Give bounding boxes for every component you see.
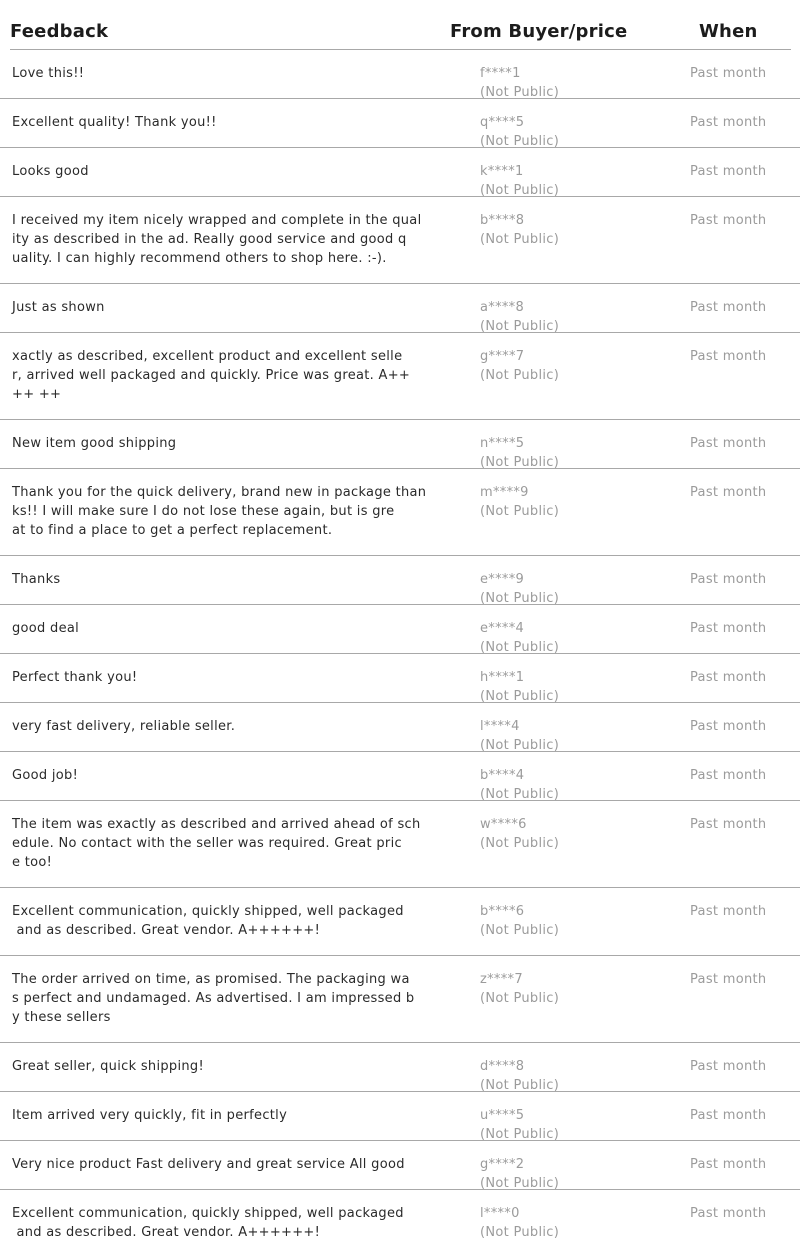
- feedback-text: Excellent communication, quickly shipped, well packaged and as described. Great vendor. A++++++!: [12, 1206, 404, 1240]
- feedback-row: [0, 50, 800, 99]
- feedback-when: Past month: [690, 485, 767, 500]
- buyer-id: b****8: [480, 213, 525, 228]
- feedback-when: Past month: [690, 670, 767, 685]
- buyer-info: [480, 902, 559, 940]
- buyer-info: [480, 347, 559, 385]
- feedback-when: Past month: [690, 572, 767, 587]
- feedback-text: New item good shipping: [12, 436, 177, 451]
- feedback-row: [0, 1043, 800, 1092]
- feedback-text: The order arrived on time, as promised. The packaging wa s perfect and undamaged. As advertised. I am impressed b y these sellers: [12, 972, 415, 1025]
- price-visibility: (Not Public): [480, 923, 560, 938]
- feedback-when: Past month: [690, 115, 767, 130]
- feedback-text: Very nice product Fast delivery and great service All good: [12, 1157, 405, 1172]
- buyer-id: q****5: [480, 115, 525, 130]
- feedback-row: [0, 1190, 800, 1250]
- buyer-info: [480, 1057, 559, 1095]
- buyer-info: [480, 434, 559, 472]
- buyer-info: [480, 1106, 559, 1144]
- price-visibility: (Not Public): [480, 368, 560, 383]
- feedback-row: [0, 420, 800, 469]
- price-visibility: (Not Public): [480, 591, 560, 606]
- feedback-row: [0, 99, 800, 148]
- feedback-row: [0, 1141, 800, 1190]
- buyer-info: [480, 483, 559, 521]
- feedback-when: Past month: [690, 436, 767, 451]
- buyer-info: [480, 211, 559, 249]
- feedback-text: Good job!: [12, 768, 79, 783]
- feedback-when: Past month: [690, 768, 767, 783]
- feedback-row: [0, 654, 800, 703]
- feedback-when: Past month: [690, 904, 767, 919]
- feedback-text: Excellent communication, quickly shipped, well packaged and as described. Great vendor. A++++++!: [12, 904, 404, 938]
- buyer-info: [480, 298, 559, 336]
- feedback-when: Past month: [690, 972, 767, 987]
- buyer-info: [480, 1204, 559, 1242]
- buyer-info: [480, 717, 559, 755]
- buyer-id: e****4: [480, 621, 525, 636]
- price-visibility: (Not Public): [480, 85, 560, 100]
- buyer-info: [480, 970, 559, 1008]
- feedback-text: xactly as described, excellent product and excellent selle r, arrived well packaged and quickly. Price was great. A++ ++ ++: [12, 349, 411, 402]
- buyer-id: l****4: [480, 719, 520, 734]
- buyer-id: a****8: [480, 300, 525, 315]
- feedback-text: Excellent quality! Thank you!!: [12, 115, 217, 130]
- feedback-list: [0, 50, 800, 1250]
- table-header: [0, 0, 800, 50]
- feedback-row: [0, 605, 800, 654]
- column-header-feedback[interactable]: Feedback: [10, 21, 109, 42]
- feedback-text: Item arrived very quickly, fit in perfectly: [12, 1108, 288, 1123]
- feedback-text: good deal: [12, 621, 80, 636]
- feedback-text: Looks good: [12, 164, 89, 179]
- buyer-id: e****9: [480, 572, 525, 587]
- feedback-when: Past month: [690, 213, 767, 228]
- column-header-when[interactable]: When: [699, 21, 758, 42]
- feedback-row: [0, 197, 800, 284]
- buyer-info: [480, 64, 559, 102]
- feedback-text: I received my item nicely wrapped and complete in the qual ity as described in the ad. Really good service and good q uality. I can highly recommend others to shop here. :-).: [12, 213, 422, 266]
- buyer-id: n****5: [480, 436, 525, 451]
- price-visibility: (Not Public): [480, 991, 560, 1006]
- price-visibility: (Not Public): [480, 134, 560, 149]
- buyer-id: b****6: [480, 904, 525, 919]
- feedback-row: [0, 556, 800, 605]
- feedback-row: [0, 1092, 800, 1141]
- price-visibility: (Not Public): [480, 689, 560, 704]
- buyer-id: z****7: [480, 972, 523, 987]
- buyer-id: m****9: [480, 485, 529, 500]
- feedback-row: [0, 703, 800, 752]
- feedback-when: Past month: [690, 1206, 767, 1221]
- price-visibility: (Not Public): [480, 319, 560, 334]
- feedback-row: [0, 801, 800, 888]
- buyer-info: [480, 570, 559, 608]
- feedback-text: Thank you for the quick delivery, brand new in package than ks!! I will make sure I do not lose these again, but is gre at to find a place to get a perfect replacement.: [12, 485, 427, 538]
- price-visibility: (Not Public): [480, 1225, 560, 1240]
- feedback-text: very fast delivery, reliable seller.: [12, 719, 236, 734]
- feedback-when: Past month: [690, 1059, 767, 1074]
- column-header-buyer-price[interactable]: From Buyer/price: [450, 21, 628, 42]
- feedback-when: Past month: [690, 300, 767, 315]
- price-visibility: (Not Public): [480, 504, 560, 519]
- feedback-text: Just as shown: [12, 300, 105, 315]
- price-visibility: (Not Public): [480, 1127, 560, 1142]
- feedback-when: Past month: [690, 349, 767, 364]
- price-visibility: (Not Public): [480, 1078, 560, 1093]
- feedback-text: Perfect thank you!: [12, 670, 138, 685]
- feedback-when: Past month: [690, 817, 767, 832]
- feedback-when: Past month: [690, 719, 767, 734]
- feedback-row: [0, 888, 800, 956]
- buyer-info: [480, 668, 559, 706]
- feedback-when: Past month: [690, 621, 767, 636]
- buyer-info: [480, 766, 559, 804]
- buyer-info: [480, 1155, 559, 1193]
- buyer-id: w****6: [480, 817, 527, 832]
- feedback-when: Past month: [690, 1157, 767, 1172]
- price-visibility: (Not Public): [480, 787, 560, 802]
- feedback-when: Past month: [690, 1108, 767, 1123]
- feedback-row: [0, 469, 800, 556]
- feedback-text: Thanks: [12, 572, 61, 587]
- price-visibility: (Not Public): [480, 232, 560, 247]
- buyer-id: g****7: [480, 349, 525, 364]
- price-visibility: (Not Public): [480, 455, 560, 470]
- buyer-id: k****1: [480, 164, 524, 179]
- price-visibility: (Not Public): [480, 183, 560, 198]
- price-visibility: (Not Public): [480, 640, 560, 655]
- feedback-text: Love this!!: [12, 66, 85, 81]
- feedback-row: [0, 752, 800, 801]
- price-visibility: (Not Public): [480, 836, 560, 851]
- feedback-text: The item was exactly as described and arrived ahead of sch edule. No contact with the seller was required. Great pric e too!: [12, 817, 421, 870]
- buyer-id: u****5: [480, 1108, 525, 1123]
- buyer-info: [480, 113, 559, 151]
- buyer-id: d****8: [480, 1059, 525, 1074]
- feedback-when: Past month: [690, 66, 767, 81]
- price-visibility: (Not Public): [480, 738, 560, 753]
- feedback-text: Great seller, quick shipping!: [12, 1059, 204, 1074]
- feedback-row: [0, 148, 800, 197]
- buyer-id: h****1: [480, 670, 525, 685]
- feedback-row: [0, 284, 800, 333]
- feedback-when: Past month: [690, 164, 767, 179]
- buyer-id: b****4: [480, 768, 525, 783]
- buyer-info: [480, 162, 559, 200]
- feedback-row: [0, 333, 800, 420]
- price-visibility: (Not Public): [480, 1176, 560, 1191]
- buyer-id: l****0: [480, 1206, 520, 1221]
- buyer-id: f****1: [480, 66, 521, 81]
- buyer-id: g****2: [480, 1157, 525, 1172]
- buyer-info: [480, 619, 559, 657]
- feedback-row: [0, 956, 800, 1043]
- buyer-info: [480, 815, 559, 853]
